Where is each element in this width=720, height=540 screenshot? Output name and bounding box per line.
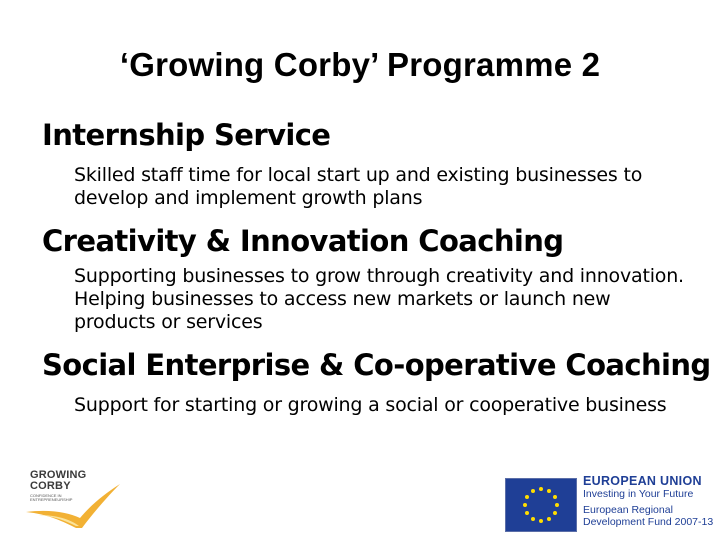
internship-heading: Internship Service [42,118,331,152]
internship-description [74,164,642,210]
body-line: Skilled staff time for local start up and existing businesses to [74,164,643,186]
body-line: develop and implement growth plans [74,187,423,209]
eu-title: EUROPEAN UNION [583,474,702,488]
eu-fund-line-1: European Regional [583,504,673,516]
slide-title: ‘Growing Corby’ Programme 2 [119,46,601,83]
eu-funding-logo [505,474,715,532]
logo-text-corby: CORBY [30,480,71,492]
logo-text-growing: GROWING [30,469,87,481]
creativity-heading: Creativity & Innovation Coaching [42,224,564,258]
eu-text-block [583,474,713,529]
eu-subtitle: Investing in Your Future [583,488,694,500]
creativity-description [74,265,684,334]
body-line: Supporting businesses to grow through creativity and innovation. [74,265,684,287]
swoosh-icon [24,468,124,530]
eu-stars-icon [506,479,576,531]
social-enterprise-heading: Social Enterprise & Co-operative Coaching [42,348,711,382]
social-enterprise-description [74,394,666,417]
eu-flag-icon [505,478,577,532]
eu-fund-line-2: Development Fund 2007-13 [583,516,714,528]
body-line: Support for starting or growing a social or cooperative business [74,394,667,416]
logo-tagline: CONFIDENCE IN ENTREPRENEURSHIP [30,493,73,502]
body-line: products or services [74,311,263,333]
growing-corby-logo [24,468,124,530]
body-line: Helping businesses to access new markets or launch new [74,288,611,310]
